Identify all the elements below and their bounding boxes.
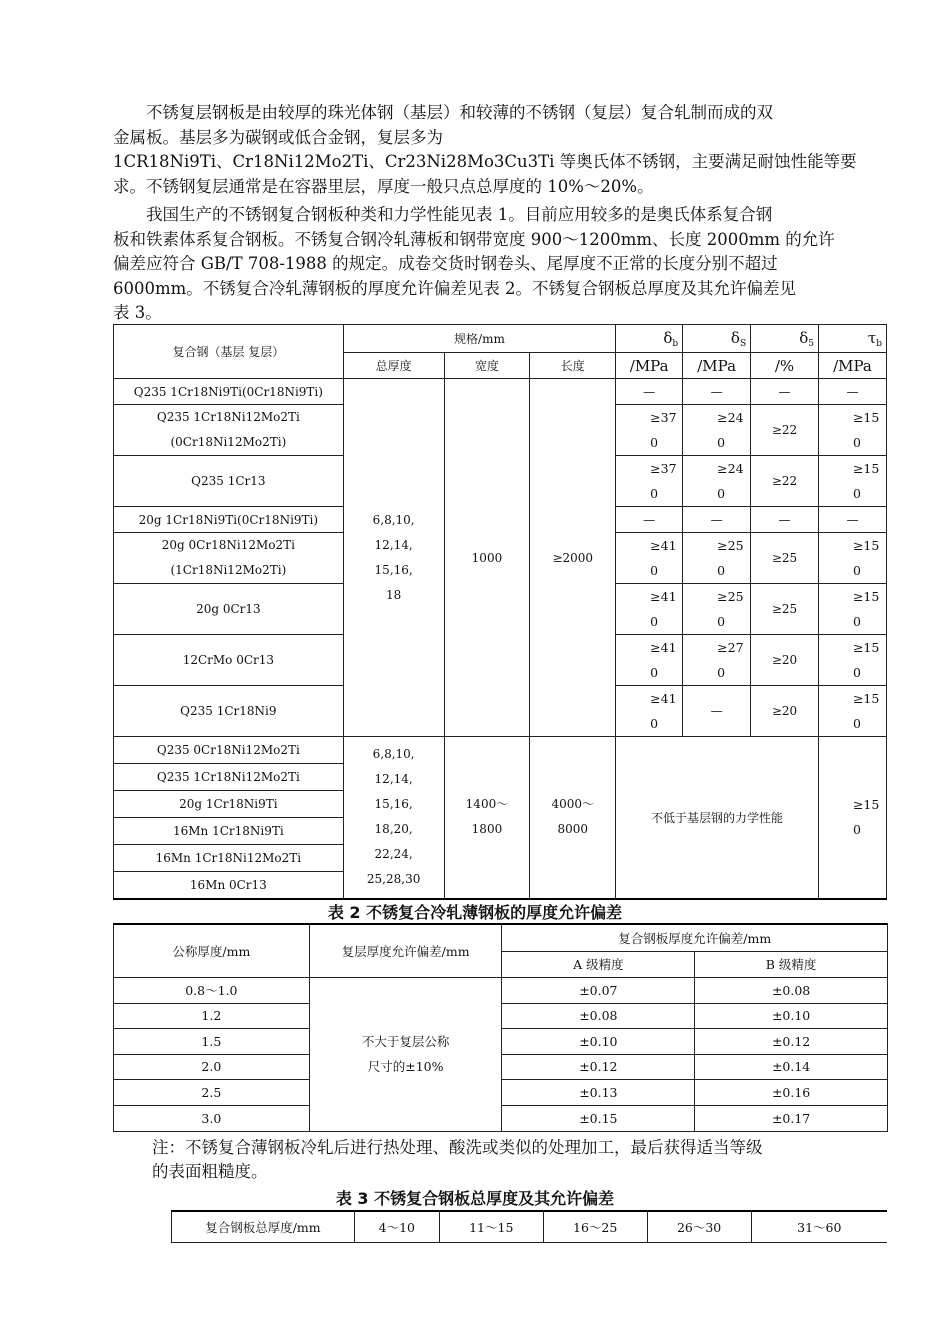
group2-tb: ≥15 0	[818, 737, 886, 899]
table-3-total-thickness	[171, 1210, 887, 1243]
table-row-name: Q235 1Cr18Ni9	[114, 686, 344, 737]
note-line: 的表面粗糙度。	[152, 1162, 268, 1181]
cell-grade-a: ±0.07	[502, 977, 695, 1003]
text-line: 1CR18Ni9Ti、Cr18Ni12Mo2Ti、Cr23Ni28Mo3Cu3Ti 等奥氏体不锈钢，主要满足耐蚀性能等要	[113, 152, 857, 171]
cell-range: 4～10	[354, 1211, 439, 1243]
header-db-unit: /MPa	[616, 353, 683, 379]
cell-grade-a: ±0.13	[502, 1079, 695, 1105]
cell-ds: ≥25 0	[683, 584, 751, 635]
header-length: 长度	[530, 353, 616, 379]
table-row-name: Q235 1Cr18Ni12Mo2Ti (0Cr18Ni12Mo2Ti)	[114, 405, 344, 456]
header-thickness: 总厚度	[343, 353, 444, 379]
cell-grade-b: ±0.17	[695, 1105, 888, 1131]
cell-ds: ≥25 0	[683, 533, 751, 584]
header-composite-steel: 复合钢（基层 复层）	[114, 325, 344, 379]
group1-length: ≥2000	[530, 379, 616, 737]
clad-tolerance-value: 不大于复层公称 尺寸的±10%	[309, 977, 502, 1131]
header-grade-a: A 级精度	[502, 951, 695, 977]
cell-range: 11～15	[439, 1211, 543, 1243]
cell-db: ≥41 0	[616, 686, 683, 737]
text-line: 表 3。	[113, 303, 162, 322]
text-line: 偏差应符合 GB/T 708-1988 的规定。成卷交货时钢卷头、尾厚度不正常的长度分别不超过	[113, 254, 778, 273]
note-line: 注：不锈复合薄钢板冷轧后进行热处理、酸洗或类似的处理加工，最后获得适当等级	[152, 1138, 763, 1157]
cell-tb: ≥15 0	[818, 405, 886, 456]
cell-ds: —	[683, 379, 751, 405]
text-line: 板和铁素体系复合钢板。不锈复合钢冷轧薄板和钢带宽度 900～1200mm、长度 2000mm 的允许	[113, 229, 835, 249]
cell-range: 16～25	[543, 1211, 647, 1243]
header-db: $\delta_b$	[616, 325, 683, 353]
header-total-tolerance: 复合钢板厚度允许偏差/mm	[502, 924, 888, 951]
cell-tb: ≥15 0	[818, 456, 886, 507]
cell-d5: ≥25	[751, 533, 819, 584]
cell-grade-b: ±0.14	[695, 1054, 888, 1079]
cell-thickness: 3.0	[114, 1105, 310, 1131]
cell-d5: ≥25	[751, 584, 819, 635]
cell-tb: ≥15 0	[818, 635, 886, 686]
table-2-note	[152, 1136, 892, 1184]
table-row-name: 20g 1Cr18Ni9Ti(0Cr18Ni9Ti)	[114, 507, 344, 533]
cell-db: —	[616, 507, 683, 533]
cell-grade-a: ±0.10	[502, 1028, 695, 1054]
cell-db: ≥41 0	[616, 533, 683, 584]
cell-ds: —	[683, 686, 751, 737]
header-d5: $\delta_5$	[751, 325, 819, 353]
header-nominal-thickness: 公称厚度/mm	[114, 924, 310, 977]
table-1-mechanical-properties	[113, 324, 887, 900]
group1-thickness: 6,8,10, 12,14, 15,16, 18	[343, 379, 444, 737]
cell-tb: —	[818, 379, 886, 405]
table-row-name: 12CrMo 0Cr13	[114, 635, 344, 686]
header-tb-unit: /MPa	[818, 353, 886, 379]
cell-grade-b: ±0.12	[695, 1028, 888, 1054]
group2-length: 4000～ 8000	[530, 737, 616, 899]
cell-grade-a: ±0.08	[502, 1003, 695, 1028]
table-2-caption: 表 2 不锈复合冷轧薄钢板的厚度允许偏差	[327, 903, 623, 922]
group1-width: 1000	[444, 379, 530, 737]
cell-grade-a: ±0.12	[502, 1054, 695, 1079]
header-total-thickness: 复合钢板总厚度/mm	[172, 1211, 355, 1243]
cell-thickness: 1.5	[114, 1028, 310, 1054]
header-ds: $\delta_S$	[683, 325, 751, 353]
cell-d5: ≥22	[751, 456, 819, 507]
table-row-name: Q235 0Cr18Ni12Mo2Ti	[114, 737, 344, 764]
paragraph-intro	[113, 101, 888, 199]
table-row-name: 16Mn 1Cr18Ni12Mo2Ti	[114, 845, 344, 872]
cell-thickness: 1.2	[114, 1003, 310, 1028]
cell-thickness: 0.8～1.0	[114, 977, 310, 1003]
cell-grade-b: ±0.16	[695, 1079, 888, 1105]
cell-ds: ≥27 0	[683, 635, 751, 686]
header-tb: $\tau_b$	[818, 325, 886, 353]
table-3-caption: 表 3 不锈复合钢板总厚度及其允许偏差	[335, 1189, 615, 1208]
paragraph-production	[113, 203, 888, 326]
text-line: 求。不锈钢复层通常是在容器里层，厚度一般只点总厚度的 10%～20%。	[113, 176, 654, 196]
cell-ds: ≥24 0	[683, 456, 751, 507]
cell-d5: ≥20	[751, 686, 819, 737]
cell-db: —	[616, 379, 683, 405]
cell-ds: —	[683, 507, 751, 533]
table-row-name: 16Mn 0Cr13	[114, 872, 344, 899]
cell-tb: —	[818, 507, 886, 533]
cell-range: 31～60	[751, 1211, 887, 1243]
cell-grade-b: ±0.10	[695, 1003, 888, 1028]
cell-tb: ≥15 0	[818, 686, 886, 737]
group2-thickness: 6,8,10, 12,14, 15,16, 18,20, 22,24, 25,28,30	[343, 737, 444, 899]
header-grade-b: B 级精度	[695, 951, 888, 977]
table-row-name: Q235 1Cr18Ni12Mo2Ti	[114, 764, 344, 791]
header-clad-tolerance: 复层厚度允许偏差/mm	[309, 924, 502, 977]
cell-db: ≥41 0	[616, 635, 683, 686]
table-row-name: 20g 1Cr18Ni9Ti	[114, 791, 344, 818]
header-ds-unit: /MPa	[683, 353, 751, 379]
cell-tb: ≥15 0	[818, 584, 886, 635]
table-row-name: Q235 1Cr13	[114, 456, 344, 507]
text-line: 我国生产的不锈钢复合钢板种类和力学性能见表 1。目前应用较多的是奥氏体系复合钢	[113, 205, 773, 224]
cell-tb: ≥15 0	[818, 533, 886, 584]
header-width: 宽度	[444, 353, 530, 379]
cell-db: ≥41 0	[616, 584, 683, 635]
table-row-name: 16Mn 1Cr18Ni9Ti	[114, 818, 344, 845]
cell-ds: ≥24 0	[683, 405, 751, 456]
cell-db: ≥37 0	[616, 405, 683, 456]
cell-d5: —	[751, 507, 819, 533]
group2-width: 1400～ 1800	[444, 737, 530, 899]
cell-d5: ≥22	[751, 405, 819, 456]
cell-thickness: 2.0	[114, 1054, 310, 1079]
text-line: 6000mm。不锈复合冷轧薄钢板的厚度允许偏差见表 2。不锈复合钢板总厚度及其允许偏差见	[113, 278, 797, 298]
cell-db: ≥37 0	[616, 456, 683, 507]
header-d5-unit: /%	[751, 353, 819, 379]
text-line: 不锈复层钢板是由较厚的珠光体钢（基层）和较薄的不锈钢（复层）复合轧制而成的双	[113, 103, 773, 122]
header-spec: 规格/mm	[343, 325, 615, 353]
cell-grade-b: ±0.08	[695, 977, 888, 1003]
table-row-name: 20g 0Cr13	[114, 584, 344, 635]
cell-thickness: 2.5	[114, 1079, 310, 1105]
table-row-name: 20g 0Cr18Ni12Mo2Ti (1Cr18Ni12Mo2Ti)	[114, 533, 344, 584]
text-line: 金属板。基层多为碳钢或低合金钢，复层多为	[113, 127, 443, 147]
cell-d5: ≥20	[751, 635, 819, 686]
table-2-thickness-tolerance	[113, 923, 888, 1132]
table-row-name: Q235 1Cr18Ni9Ti(0Cr18Ni9Ti)	[114, 379, 344, 405]
cell-d5: —	[751, 379, 819, 405]
group2-properties: 不低于基层钢的力学性能	[616, 737, 819, 899]
cell-range: 26～30	[647, 1211, 751, 1243]
cell-grade-a: ±0.15	[502, 1105, 695, 1131]
